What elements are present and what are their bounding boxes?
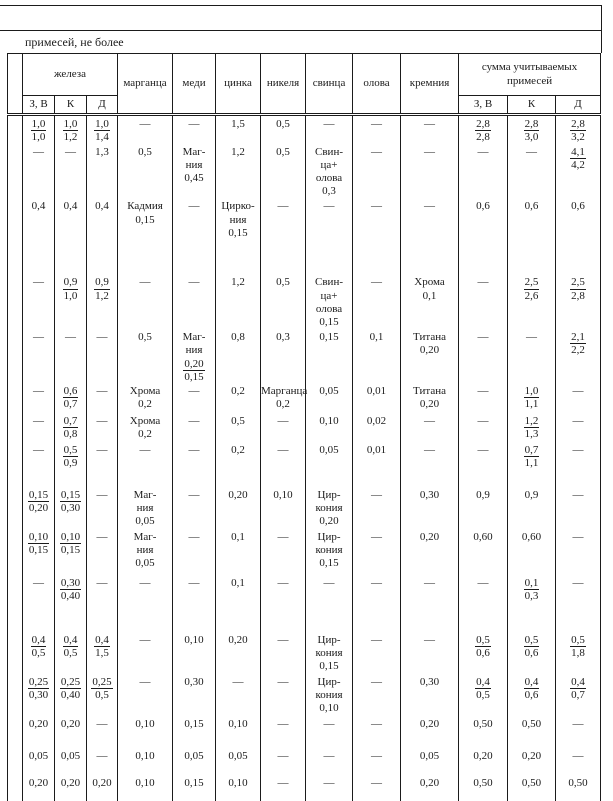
table-cell: Марганца 0,2 — [261, 383, 306, 413]
table-cell: 0,05 — [216, 748, 261, 775]
table-row — [8, 115, 601, 144]
table-cell: 0,30 — [173, 674, 216, 716]
silicon-header: кремния — [401, 54, 459, 115]
table-row — [8, 575, 601, 632]
table-cell: — — [216, 674, 261, 716]
row-stub-cell — [8, 716, 23, 748]
row-stub-cell — [8, 198, 23, 274]
impurities-table — [7, 53, 601, 801]
table-cell: $\frac{0,4}{0,7}$ — [556, 674, 601, 716]
table-cell: 0,20 — [23, 775, 55, 801]
table-cell: — — [353, 529, 401, 575]
table-row — [8, 674, 601, 716]
table-cell: — — [401, 413, 459, 441]
sum-d-header: Д — [556, 96, 601, 115]
table-cell: — — [401, 115, 459, 144]
table-cell: $\frac{0,10}{0,15}$ — [55, 529, 87, 575]
table-cell: 0,9 — [459, 487, 508, 529]
table-cell: 0,1 — [216, 529, 261, 575]
table-cell: $\frac{1,0}{1,2}$ — [55, 115, 87, 144]
table-row — [8, 716, 601, 748]
table-cell: — — [261, 529, 306, 575]
table-cell: 0,20 — [87, 775, 118, 801]
table-cell: 0,20 — [401, 529, 459, 575]
table-cell: 0,60 — [508, 529, 556, 575]
table-cell: 0,50 — [508, 775, 556, 801]
table-row — [8, 413, 601, 441]
table-cell: — — [401, 144, 459, 199]
table-cell: — — [459, 442, 508, 487]
table-cell: 0,20 — [508, 748, 556, 775]
table-cell: $\frac{0,5}{0,6}$ — [459, 632, 508, 674]
row-stub-cell — [8, 274, 23, 329]
table-cell: — — [87, 383, 118, 413]
table-cell: 0,01 — [353, 383, 401, 413]
table-cell: 0,10 — [118, 716, 173, 748]
table-cell: $\frac{2,5}{2,8}$ — [556, 274, 601, 329]
table-cell: 0,9 — [508, 487, 556, 529]
table-cell: 0,8 — [216, 329, 261, 383]
table-cell: — — [306, 775, 353, 801]
table-row — [8, 442, 601, 487]
table-cell: Цир- кония 0,20 — [306, 487, 353, 529]
table-cell: — — [306, 748, 353, 775]
table-row — [8, 775, 601, 801]
table-cell: — — [353, 487, 401, 529]
copper-header: меди — [173, 54, 216, 115]
table-cell: 0,3 — [261, 329, 306, 383]
table-cell: — — [173, 529, 216, 575]
table-cell: 0,05 — [55, 748, 87, 775]
table-cell: 0,2 — [216, 383, 261, 413]
table-cell: $\frac{0,7}{1,1}$ — [508, 442, 556, 487]
table-header — [8, 54, 601, 115]
table-cell: 0,20 — [216, 487, 261, 529]
table-cell: $\frac{2,5}{2,6}$ — [508, 274, 556, 329]
table-cell: — — [306, 575, 353, 632]
table-cell: — — [173, 575, 216, 632]
table-cell: — — [87, 529, 118, 575]
row-stub-cell — [8, 575, 23, 632]
table-cell: 0,4 — [87, 198, 118, 274]
table-cell: — — [23, 274, 55, 329]
table-cell: Кадмия 0,15 — [118, 198, 173, 274]
table-cell: 0,20 — [55, 716, 87, 748]
table-cell: 0,10 — [216, 775, 261, 801]
table-cell: — — [23, 575, 55, 632]
table-cell: Цирко- ния 0,15 — [216, 198, 261, 274]
table-cell: — — [306, 115, 353, 144]
table-cell: 0,30 — [401, 487, 459, 529]
table-row — [8, 274, 601, 329]
table-cell: — — [401, 442, 459, 487]
table-cell: — — [173, 442, 216, 487]
table-row — [8, 529, 601, 575]
table-cell: $\frac{0,30}{0,40}$ — [55, 575, 87, 632]
sum-k-header: К — [508, 96, 556, 115]
table-cell: — — [353, 115, 401, 144]
table-cell: — — [353, 198, 401, 274]
table-cell: 1,5 — [216, 115, 261, 144]
nickel-header: никеля — [261, 54, 306, 115]
table-cell: $\frac{2,8}{3,2}$ — [556, 115, 601, 144]
table-cell: 0,5 — [261, 274, 306, 329]
table-cell: 0,10 — [173, 632, 216, 674]
table-cell: 0,5 — [261, 115, 306, 144]
table-cell: 0,05 — [306, 442, 353, 487]
table-cell: 0,15 — [306, 329, 353, 383]
table-cell: $\frac{0,15}{0,20}$ — [23, 487, 55, 529]
table-cell: 0,20 — [459, 748, 508, 775]
table-cell: 0,05 — [306, 383, 353, 413]
continuation-note-text: примесей, не более — [25, 34, 124, 49]
table-cell: — — [401, 632, 459, 674]
table-cell: — — [173, 274, 216, 329]
table-cell: 0,2 — [216, 442, 261, 487]
table-cell: Маг- ния 0,05 — [118, 529, 173, 575]
table-cell: — — [459, 274, 508, 329]
table-cell: 0,1 — [216, 575, 261, 632]
table-cell: $\frac{2,8}{3,0}$ — [508, 115, 556, 144]
row-stub-cell — [8, 632, 23, 674]
table-cell: 0,4 — [55, 198, 87, 274]
table-cell: Цир- кония 0,15 — [306, 632, 353, 674]
table-cell: — — [173, 115, 216, 144]
table-cell: $\frac{0,6}{0,7}$ — [55, 383, 87, 413]
table-cell: — — [556, 383, 601, 413]
table-cell: Хрома 0,2 — [118, 383, 173, 413]
table-cell: 0,10 — [118, 775, 173, 801]
table-cell: 1,2 — [216, 144, 261, 199]
table-cell: — — [87, 716, 118, 748]
table-cell: 0,20 — [55, 775, 87, 801]
table-cell: $\frac{0,25}{0,40}$ — [55, 674, 87, 716]
table-cell: — — [353, 674, 401, 716]
table-cell: 1,3 — [87, 144, 118, 199]
table-cell: $\frac{1,2}{1,3}$ — [508, 413, 556, 441]
table-cell: $\frac{0,1}{0,3}$ — [508, 575, 556, 632]
row-stub-cell — [8, 144, 23, 199]
table-cell: — — [173, 413, 216, 441]
table-cell: $\frac{0,9}{1,2}$ — [87, 274, 118, 329]
table-cell: 0,10 — [118, 748, 173, 775]
table-cell: — — [87, 748, 118, 775]
table-cell: — — [118, 632, 173, 674]
table-cell: — — [87, 329, 118, 383]
table-cell: — — [556, 716, 601, 748]
table-continuation-header — [0, 30, 602, 53]
table-cell: $\frac{0,5}{0,6}$ — [508, 632, 556, 674]
row-stub-cell — [8, 748, 23, 775]
stub-column-header — [8, 54, 23, 115]
table-cell: 0,50 — [556, 775, 601, 801]
table-cell: — — [306, 198, 353, 274]
table-cell: $\frac{0,4}{0,6}$ — [508, 674, 556, 716]
table-cell: — — [261, 442, 306, 487]
table-cell: — — [261, 674, 306, 716]
table-cell: — — [353, 144, 401, 199]
table-cell: $\frac{1,0}{1,0}$ — [23, 115, 55, 144]
table-cell: Свин- ца+ олова 0,15 — [306, 274, 353, 329]
table-cell: — — [118, 674, 173, 716]
zinc-header: цинка — [216, 54, 261, 115]
iron-group-header: железа — [23, 54, 118, 96]
table-cell: 0,15 — [173, 775, 216, 801]
table-cell: 0,05 — [23, 748, 55, 775]
table-cell: — — [261, 775, 306, 801]
table-cell: — — [173, 487, 216, 529]
table-cell: — — [353, 775, 401, 801]
table-cell: — — [261, 632, 306, 674]
table-cell: $\frac{0,5}{1,8}$ — [556, 632, 601, 674]
table-cell: — — [55, 329, 87, 383]
table-cell: 0,15 — [173, 716, 216, 748]
row-stub-cell — [8, 775, 23, 801]
table-cell: Маг- ния 0,45 — [173, 144, 216, 199]
iron-d-header: Д — [87, 96, 118, 115]
table-cell: — — [87, 487, 118, 529]
table-cell: $\frac{1,0}{1,4}$ — [87, 115, 118, 144]
table-cell: 0,5 — [261, 144, 306, 199]
table-cell: — — [306, 716, 353, 748]
table-cell: — — [261, 198, 306, 274]
table-cell: $\frac{0,7}{0,8}$ — [55, 413, 87, 441]
table-cell: 0,50 — [459, 716, 508, 748]
table-cell: $\frac{0,15}{0,30}$ — [55, 487, 87, 529]
table-cell: — — [353, 748, 401, 775]
table-cell: — — [556, 748, 601, 775]
table-cell: — — [459, 575, 508, 632]
table-cell: — — [261, 413, 306, 441]
table-cell: — — [459, 383, 508, 413]
table-row — [8, 632, 601, 674]
table-cell: — — [173, 198, 216, 274]
table-cell: $\frac{0,25}{0,5}$ — [87, 674, 118, 716]
table-cell: Хрома 0,1 — [401, 274, 459, 329]
table-cell: 0,20 — [401, 716, 459, 748]
row-stub-cell — [8, 442, 23, 487]
table-cell: 0,10 — [261, 487, 306, 529]
table-cell: Маг- ния 0,05 — [118, 487, 173, 529]
table-cell: — — [353, 274, 401, 329]
table-cell: 0,60 — [459, 529, 508, 575]
table-cell: 0,5 — [118, 329, 173, 383]
table-cell: — — [261, 716, 306, 748]
table-cell: — — [261, 748, 306, 775]
row-stub-cell — [8, 529, 23, 575]
table-cell: 1,2 — [216, 274, 261, 329]
table-body — [8, 115, 601, 801]
table-cell: — — [173, 383, 216, 413]
table-cell: 0,01 — [353, 442, 401, 487]
table-cell: — — [459, 413, 508, 441]
table-row — [8, 198, 601, 274]
table-cell: $\frac{0,9}{1,0}$ — [55, 274, 87, 329]
table-cell: 0,6 — [508, 198, 556, 274]
table-cell: — — [23, 144, 55, 199]
table-cell: $\frac{0,4}{0,5}$ — [23, 632, 55, 674]
table-cell: 0,6 — [556, 198, 601, 274]
table-cell: $\frac{0,5}{0,9}$ — [55, 442, 87, 487]
table-cell: $\frac{2,1}{2,2}$ — [556, 329, 601, 383]
row-stub-cell — [8, 413, 23, 441]
table-cell: — — [23, 329, 55, 383]
table-cell: — — [118, 575, 173, 632]
table-cell: — — [87, 413, 118, 441]
sum-group-header: сумма учитываемых примесей — [459, 54, 601, 96]
table-cell: 0,4 — [23, 198, 55, 274]
table-cell: — — [118, 115, 173, 144]
table-cell: — — [556, 529, 601, 575]
table-cell: 0,05 — [173, 748, 216, 775]
table-cell: 0,5 — [216, 413, 261, 441]
page-top-rule — [0, 5, 602, 30]
table-cell: 0,10 — [306, 413, 353, 441]
table-row — [8, 383, 601, 413]
table-cell: 0,1 — [353, 329, 401, 383]
tin-header: олова — [353, 54, 401, 115]
table-cell: 0,6 — [459, 198, 508, 274]
table-cell: $\frac{0,4}{0,5}$ — [459, 674, 508, 716]
table-cell: $\frac{2,8}{2,8}$ — [459, 115, 508, 144]
table-cell: — — [118, 442, 173, 487]
table-cell: — — [508, 144, 556, 199]
row-stub-cell — [8, 329, 23, 383]
table-cell: Цир- кония 0,10 — [306, 674, 353, 716]
table-cell: 0,20 — [401, 775, 459, 801]
table-cell: — — [55, 144, 87, 199]
table-cell: — — [261, 575, 306, 632]
table-cell: 0,30 — [401, 674, 459, 716]
table-cell: — — [459, 144, 508, 199]
table-cell: $\frac{1,0}{1,1}$ — [508, 383, 556, 413]
table-cell: 0,20 — [23, 716, 55, 748]
table-cell: 0,50 — [459, 775, 508, 801]
table-cell: — — [556, 575, 601, 632]
table-cell: $\frac{0,25}{0,30}$ — [23, 674, 55, 716]
table-row — [8, 748, 601, 775]
table-row — [8, 329, 601, 383]
table-cell: 0,10 — [216, 716, 261, 748]
table-cell: $\frac{0,4}{0,5}$ — [55, 632, 87, 674]
table-cell: Титана 0,20 — [401, 329, 459, 383]
row-stub-cell — [8, 487, 23, 529]
lead-header: свинца — [306, 54, 353, 115]
table-cell: — — [508, 329, 556, 383]
header-group-row — [8, 54, 601, 96]
table-cell: — — [556, 487, 601, 529]
table-cell: — — [556, 442, 601, 487]
table-cell: 0,05 — [401, 748, 459, 775]
table-cell: $\frac{0,4}{1,5}$ — [87, 632, 118, 674]
row-stub-cell — [8, 674, 23, 716]
table-cell: Свин- ца+ олова 0,3 — [306, 144, 353, 199]
table-cell: — — [556, 413, 601, 441]
table-cell: Хрома 0,2 — [118, 413, 173, 441]
table-cell: Цир- кония 0,15 — [306, 529, 353, 575]
table-cell: 0,5 — [118, 144, 173, 199]
table-cell: 0,02 — [353, 413, 401, 441]
table-cell: Маг- ния $\frac{0,20}{0,15}$ — [173, 329, 216, 383]
table-row — [8, 144, 601, 199]
table-cell: — — [353, 716, 401, 748]
table-cell: — — [459, 329, 508, 383]
table-cell: — — [23, 413, 55, 441]
sum-zv-header: З, В — [459, 96, 508, 115]
table-cell: — — [23, 383, 55, 413]
table-cell: — — [353, 575, 401, 632]
table-cell: — — [401, 575, 459, 632]
table-cell: — — [118, 274, 173, 329]
table-row — [8, 487, 601, 529]
iron-zv-header: З, В — [23, 96, 55, 115]
table-cell: — — [353, 632, 401, 674]
table-cell: — — [23, 442, 55, 487]
table-cell: — — [87, 442, 118, 487]
table-cell: — — [401, 198, 459, 274]
table-cell: Титана 0,20 — [401, 383, 459, 413]
manganese-header: марганца — [118, 54, 173, 115]
table-cell: $\frac{0,10}{0,15}$ — [23, 529, 55, 575]
table-cell: — — [87, 575, 118, 632]
iron-k-header: К — [55, 96, 87, 115]
table-cell: $\frac{4,1}{4,2}$ — [556, 144, 601, 199]
row-stub-cell — [8, 383, 23, 413]
table-cell: 0,20 — [216, 632, 261, 674]
row-stub-cell — [8, 115, 23, 144]
table-cell: 0,50 — [508, 716, 556, 748]
